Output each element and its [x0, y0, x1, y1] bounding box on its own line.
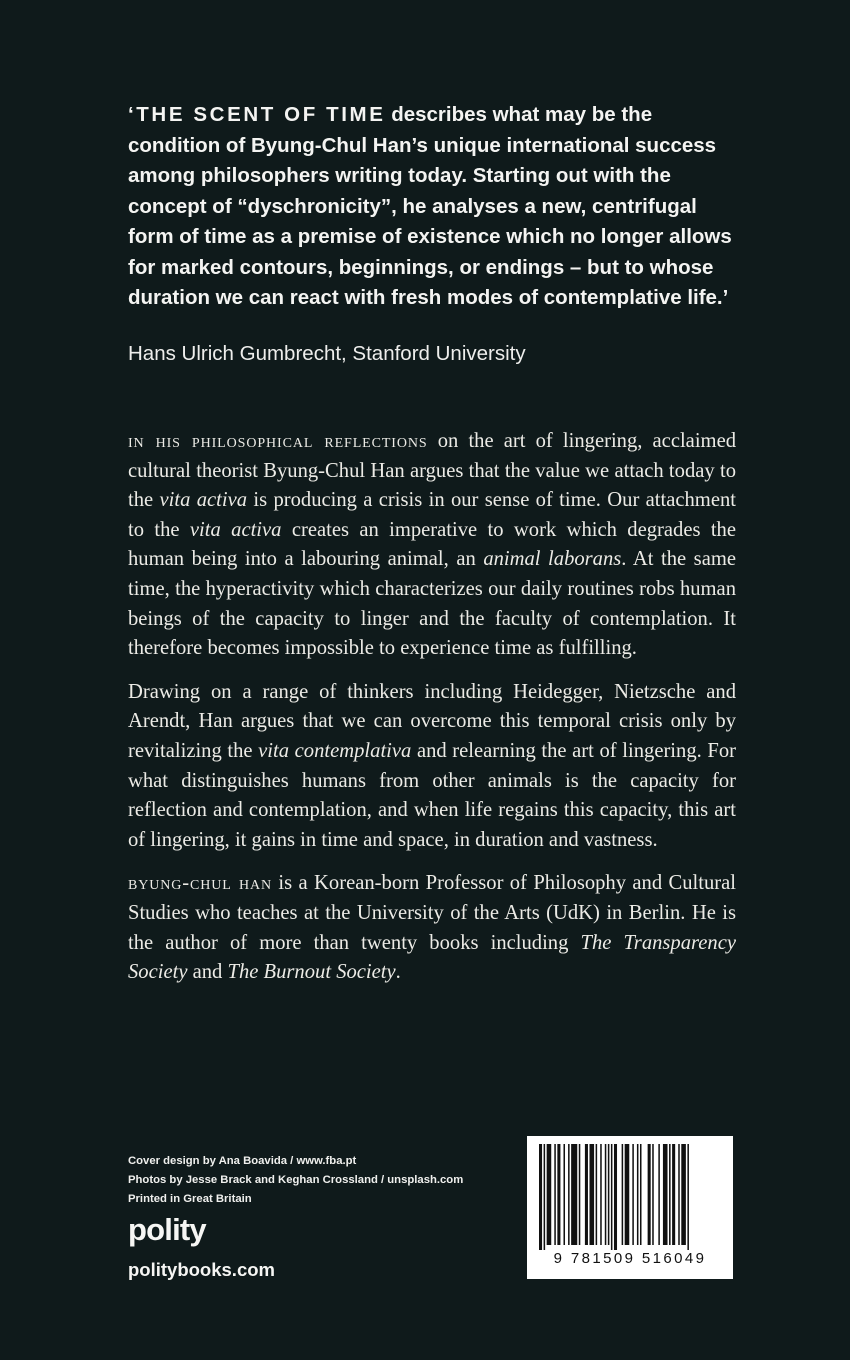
barcode-bar — [669, 1144, 671, 1245]
barcode-bar — [579, 1144, 581, 1245]
author-bio — [128, 869, 736, 987]
barcode-bar — [663, 1144, 668, 1245]
barcode-bar — [568, 1144, 570, 1245]
publisher-website: politybooks.com — [128, 1259, 275, 1280]
barcode-bar — [632, 1144, 634, 1245]
barcode-bar — [600, 1144, 602, 1245]
barcode-bar — [678, 1144, 680, 1245]
barcode-bar — [557, 1144, 560, 1245]
barcode-bar — [539, 1144, 542, 1250]
author-bio-text-b: and — [187, 961, 228, 984]
author-bio-lead: byung-chul han — [128, 872, 273, 895]
photo-credit: Photos by Jesse Brack and Keghan Crossland / unsplash.com — [128, 1174, 464, 1186]
barcode-bar — [554, 1144, 556, 1245]
barcode-bar — [640, 1144, 642, 1245]
barcode-bar — [547, 1144, 552, 1245]
isbn-number: 9 781509 516049 — [553, 1250, 707, 1267]
paragraph-2-italic-a: vita contemplativa — [258, 739, 412, 762]
paragraph-1-italic-b: vita activa — [189, 518, 282, 541]
barcode-bar — [596, 1144, 598, 1245]
quote-attribution: Hans Ulrich Gumbrecht, Stanford University — [128, 342, 526, 365]
paragraph-1-italic-a: vita activa — [159, 489, 248, 512]
paragraph-1-text-b: is producing a crisis in our sense of time. Our attachment to the — [128, 489, 736, 541]
barcode-bar — [681, 1144, 686, 1245]
barcode-bar — [687, 1144, 689, 1250]
barcode-bar — [648, 1144, 651, 1245]
barcode-bar — [658, 1144, 660, 1245]
blurb-paragraph-2 — [128, 678, 736, 856]
barcode-bar — [637, 1144, 639, 1245]
paragraph-2-text-a: Drawing on a range of thinkers including Heidegger, Nietzsche and Arendt, Han argues that we can overcome this temporal crisis only by revitalizing the — [128, 680, 736, 762]
paragraph-1-italic-c: animal laborans — [483, 548, 622, 571]
cover-design-credit: Cover design by Ana Boavida / www.fba.pt — [128, 1155, 357, 1167]
endorsement-quote — [128, 100, 738, 314]
barcode-bar — [608, 1144, 610, 1245]
author-bio-book-2: The Burnout Society — [227, 961, 396, 984]
quote-text: describes what may be the condition of Byung-Chul Han’s unique international success among philosophers writing today. Starting out with the concept of “dyschronicity”, he analyses a new, centrifugal form of time as a premise of existence which no longer allows for marked contours, beginnings, or endings – but to whose duration we can react with fresh modes of contemplative life.’ — [128, 103, 732, 309]
barcode-bar — [652, 1144, 654, 1245]
barcode-bar — [589, 1144, 594, 1245]
barcode-bar — [563, 1144, 565, 1245]
paragraph-1-text-c: creates an imperative to work which degrades the human being into a labouring animal, an — [128, 518, 736, 571]
isbn-barcode — [527, 1136, 733, 1279]
barcode-bar — [544, 1144, 546, 1250]
publisher-logo: polity — [128, 1212, 206, 1247]
barcode-bar — [625, 1144, 630, 1245]
barcode-bar — [622, 1144, 624, 1245]
author-bio-book-1: The Transparency Society — [128, 931, 736, 984]
paragraph-1-text-d: . At the same time, the hyperactivity which characterizes our daily routines robs human beings of the capacity to linger and the faculty of contemplation. It therefore becomes impossible to experience time as fulfilling. — [128, 548, 736, 660]
barcode-bar — [571, 1144, 577, 1245]
barcode-bar — [611, 1144, 613, 1250]
paragraph-1-text-a: on the art of lingering, acclaimed cultural theorist Byung-Chul Han argues that the value we attach today to the — [128, 430, 737, 512]
barcode-bar — [672, 1144, 675, 1245]
author-bio-text-a: is a Korean-born Professor of Philosophy and Cultural Studies who teaches at the University of the Arts (UdK) in Berlin. He is the author of more than twenty books including — [128, 872, 737, 954]
barcode-bar — [614, 1144, 617, 1250]
paragraph-2-text-b: and relearning the art of lingering. For what distinguishes humans from other animals is the capacity for reflection and contemplation, and when life regains this capacity, this art of lingering, it gains in time and space, in duration and vastness. — [128, 739, 736, 851]
barcode-bar — [585, 1144, 588, 1245]
cover-credits — [128, 1152, 528, 1209]
blurb-paragraph-1 — [128, 427, 736, 664]
author-bio-text-c: . — [395, 961, 401, 984]
quote-book-title: ‘THE SCENT OF TIME — [128, 103, 386, 126]
barcode-bar — [605, 1144, 607, 1245]
paragraph-1-lead: in his philosophical reflections — [128, 430, 428, 452]
blurb-body — [128, 427, 736, 1002]
printed-in-credit: Printed in Great Britain — [128, 1193, 252, 1205]
